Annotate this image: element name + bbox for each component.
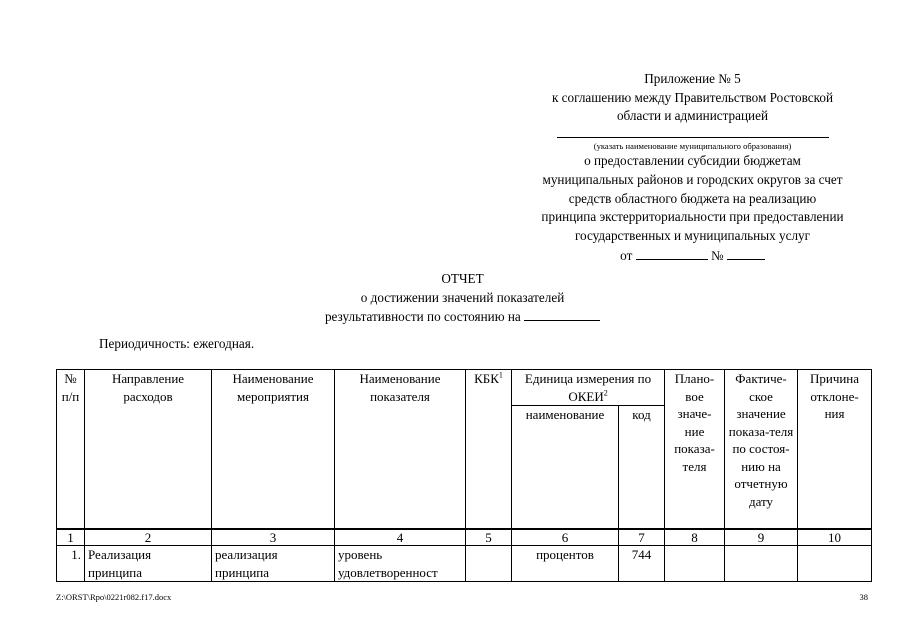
row-kbk xyxy=(466,546,512,582)
column-number: 3 xyxy=(212,529,335,546)
header-indicator: Наименование показателя xyxy=(335,370,466,530)
periodicity: Периодичность: ежегодная. xyxy=(99,336,255,351)
column-number: 7 xyxy=(619,529,665,546)
row-number: 1. xyxy=(57,546,85,582)
date-label: от xyxy=(620,247,633,263)
report-subtitle: о достижении значений показателей xyxy=(360,289,565,305)
appendix-header xyxy=(500,70,885,266)
column-number: 2 xyxy=(85,529,212,546)
appendix-subject-line: муниципальных районов и городских округов за счет xyxy=(542,171,843,187)
footnote-1: 1 xyxy=(498,370,503,380)
header-actual: Фактиче-ское значение показа-теля по состоя-нию на отчетную дату xyxy=(725,370,798,530)
report-title: ОТЧЕТ xyxy=(441,271,484,286)
date-blank xyxy=(636,246,708,260)
agreement-date-number xyxy=(500,246,885,266)
appendix-subject-line: о предоставлении субсидии бюджетам xyxy=(584,153,801,169)
appendix-agreement-line: к соглашению между Правительством Ростовской xyxy=(551,89,834,105)
header-unit-group: Единица измерения по ОКЕИ$^2$ xyxy=(512,370,665,406)
number-sign: № xyxy=(710,247,724,263)
appendix-subject-line: государственных и муниципальных услуг xyxy=(574,227,811,243)
column-number: 9 xyxy=(725,529,798,546)
column-number: 4 xyxy=(335,529,466,546)
appendix-agreement-line: области и администрацией xyxy=(616,108,769,124)
table-row xyxy=(57,546,872,582)
number-blank xyxy=(727,246,765,260)
header-reason: Причина отклоне-ния xyxy=(798,370,872,530)
municipality-blank xyxy=(557,130,829,138)
report-date-blank xyxy=(524,307,600,321)
footer-file-path: Z:\ORST\Rpo\0221r082.f17.docx xyxy=(56,592,172,602)
header-unit-code: код xyxy=(619,406,665,530)
report-title-block xyxy=(265,270,660,327)
column-number: 6 xyxy=(512,529,619,546)
column-number: 5 xyxy=(466,529,512,546)
header-number: № п/п xyxy=(57,370,85,530)
footer-page-number: 38 xyxy=(859,592,868,602)
municipality-hint: (указать наименование муниципального образования) xyxy=(593,141,792,152)
appendix-number: Приложение № 5 xyxy=(644,71,741,86)
report-table xyxy=(56,369,872,582)
table-header-row xyxy=(57,370,872,406)
header-unit-name: наименование xyxy=(512,406,619,530)
row-indicator: уровень удовлетворенност xyxy=(335,546,466,582)
row-unit-name: процентов xyxy=(512,546,619,582)
header-kbk: КБК$^1$ xyxy=(466,370,512,530)
row-unit-code: 744 xyxy=(619,546,665,582)
header-planned: Плано-вое значе-ние показа-теля xyxy=(665,370,725,530)
appendix-subject-line: принципа экстерриториальности при предоставлении xyxy=(541,209,844,225)
column-number: 8 xyxy=(665,529,725,546)
row-direction: Реализация принципа xyxy=(85,546,212,582)
header-direction: Направление расходов xyxy=(85,370,212,530)
column-number: 10 xyxy=(798,529,872,546)
row-event: реализация принципа xyxy=(212,546,335,582)
appendix-subject-line: средств областного бюджета на реализацию xyxy=(568,190,817,206)
row-actual xyxy=(725,546,798,582)
row-reason xyxy=(798,546,872,582)
report-subtitle: результативности по состоянию на xyxy=(265,307,660,327)
footnote-2: 2 xyxy=(603,388,608,398)
row-planned xyxy=(665,546,725,582)
column-numbers-row xyxy=(57,529,872,546)
column-number: 1 xyxy=(57,529,85,546)
header-event: Наименование мероприятия xyxy=(212,370,335,530)
